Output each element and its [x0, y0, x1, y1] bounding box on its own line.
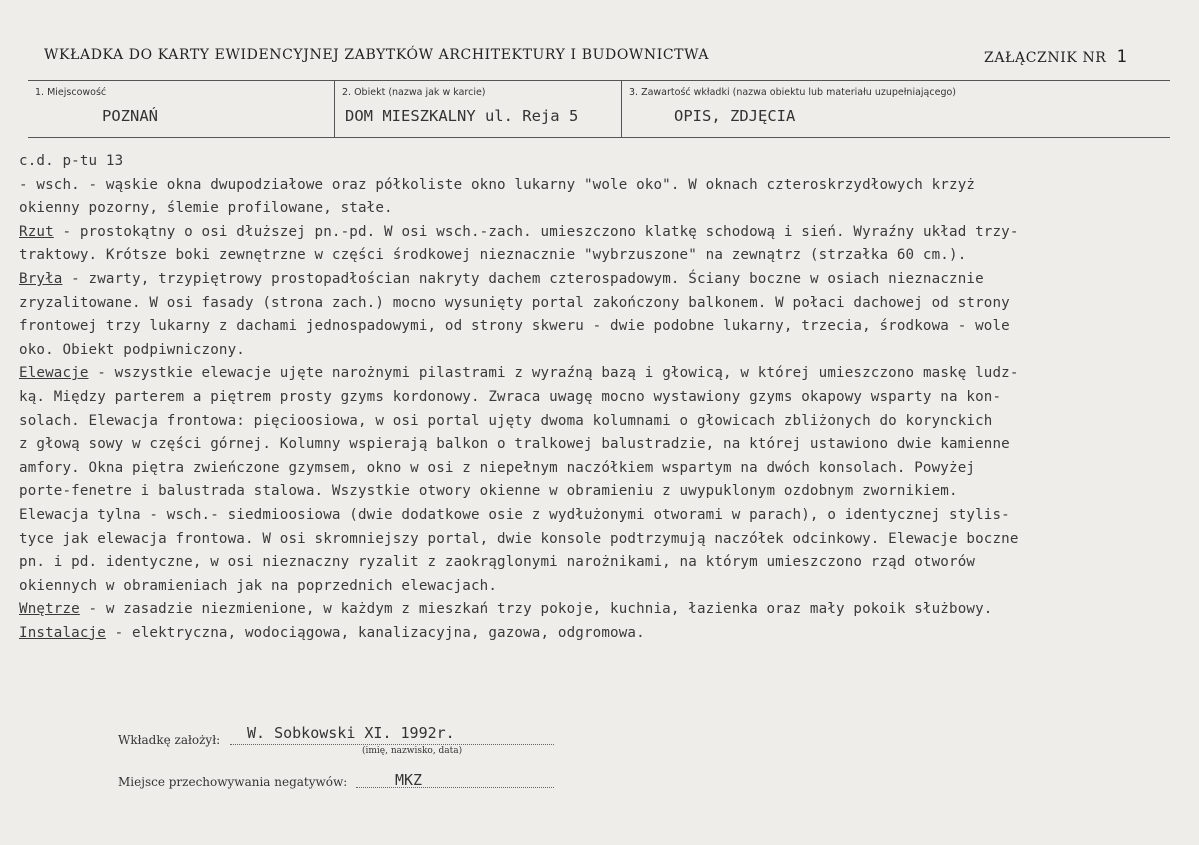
text-line	[19, 598, 1194, 622]
created-by-dotted-line	[230, 744, 554, 745]
text-line: ką. Między parterem a piętrem prosty gzyms kordonowy. Zwraca uwagę mocno wystawiony gzyms okapowy wsparty na kon-	[19, 388, 1002, 405]
locality-label: 1. Miejscowość	[35, 87, 107, 98]
card-title: WKŁADKA DO KARTY EWIDENCYJNEJ ZABYTKÓW ARCHITEKTURY I BUDOWNICTWA	[44, 47, 710, 63]
bottom-rule	[28, 137, 1170, 138]
text-line: okienny pozorny, ślemie profilowane, stałe.	[19, 200, 393, 217]
section-heading-interior: Wnętrze	[19, 601, 80, 618]
annex-label-text: ZAŁĄCZNIK NR	[984, 50, 1107, 66]
text-line: okiennych w obramieniach jak na poprzednich elewacjach.	[19, 577, 498, 594]
section-text: - elektryczna, wodociągowa, kanalizacyjna, gazowa, odgromowa.	[105, 624, 645, 641]
locality-field	[28, 81, 334, 137]
negatives-location-label: Miejsce przechowywania negatywów:	[118, 775, 348, 789]
text-line: zryzalitowane. W osi fasady (strona zach.) mocno wysunięty portal zakończony balkonem. W połaci dachowej od strony	[19, 294, 1010, 311]
section-text: - w zasadzie niezmienione, w każdym z mieszkań trzy pokoje, kuchnia, łazienka oraz mały pokoik służbowy.	[79, 601, 993, 618]
text-line: c.d. p-tu 13	[19, 153, 124, 169]
annex-label	[984, 47, 1127, 67]
text-line: amfory. Okna piętra zwieńczone gzymsem, okno w osi z niepełnym naczółkiem wspartym na dwóch konsolach. Powyżej	[19, 459, 976, 476]
object-label: 2. Obiekt (nazwa jak w karcie)	[342, 87, 486, 98]
section-heading-plan: Rzut	[19, 223, 54, 240]
created-by-hint: (imię, nazwisko, data)	[362, 746, 463, 756]
text-line: tyce jak elewacja frontowa. W osi skromniejszy portal, dwie konsole podtrzymują naczółek odcinkowy. Elewacje boczne	[19, 530, 1019, 547]
text-line	[19, 362, 1194, 386]
created-by-value: W. Sobkowski XI. 1992r.	[247, 724, 455, 742]
text-line: Elewacja tylna - wsch.- siedmioosiowa (dwie dodatkowe osie z wydłużonymi otworami w parach), o identycznej stylis-	[19, 506, 1010, 523]
content-label: 3. Zawartość wkładki (nazwa obiektu lub materiału uzupełniającego)	[629, 87, 956, 98]
locality-value: POZNAŃ	[102, 107, 158, 125]
section-heading-installations: Instalacje	[19, 624, 106, 641]
description-text	[19, 150, 1194, 645]
text-line: porte-fenetre i balustrada stalowa. Wszystkie otwory okienne w obramieniu z uwypuklonym ozdobnym zwornikiem.	[19, 483, 958, 500]
text-line	[19, 268, 1194, 292]
content-value: OPIS, ZDJĘCIA	[674, 107, 796, 125]
text-line: oko. Obiekt podpiwniczony.	[19, 341, 245, 358]
field-boxes	[28, 81, 1170, 137]
annex-number: 1	[1116, 47, 1128, 67]
text-line: pn. i pd. identyczne, w osi nieznaczny ryzalit z zaokrąglonymi narożnikami, na którym umieszczono rząd otworów	[19, 554, 976, 571]
object-value: DOM MIESZKALNY ul. Reja 5	[345, 107, 579, 125]
text-line	[19, 622, 1194, 646]
text-line: - wsch. - wąskie okna dwupodziałowe oraz półkoliste okno lukarny "wole oko". W oknach czteroskrzydłowych krzyż	[19, 176, 976, 193]
negatives-dotted-line	[356, 787, 554, 788]
section-text: - prostokątny o osi dłuższej pn.-pd. W osi wsch.-zach. umieszczono klatkę schodową i sień. Wyraźny układ trzy-	[53, 223, 1019, 240]
text-line	[19, 221, 1194, 245]
section-heading-elevations: Elewacje	[19, 365, 89, 382]
section-text: - zwarty, trzypiętrowy prostopadłościan nakryty dachem czterospadowym. Ściany boczne w osiach nieznacznie	[62, 270, 984, 287]
created-by-label: Wkładkę założył:	[118, 733, 221, 747]
section-heading-massing: Bryła	[19, 270, 63, 287]
section-text: - wszystkie elewacje ujęte narożnymi pilastrami z wyraźną bazą i głowicą, w której umieszczono maskę ludz-	[88, 365, 1019, 382]
content-field	[621, 81, 1171, 137]
text-line: z głową sowy w części górnej. Kolumny wspierają balkon o tralkowej balustradzie, na której ustawiono dwie kamienne	[19, 436, 1010, 453]
text-line: frontowej trzy lukarny z dachami jednospadowymi, od strony skweru - dwie podobne lukarny, trzecia, środkowa - wole	[19, 318, 1010, 335]
text-line: solach. Elewacja frontowa: pięcioosiowa, w osi portal ujęty dwoma kolumnami o głowicach zbliżonych do korynckich	[19, 412, 993, 429]
object-field	[334, 81, 622, 137]
negatives-location-value: MKZ	[395, 771, 423, 789]
text-line: traktowy. Krótsze boki zewnętrzne w części środkowej nieznacznie "wybrzuszone" na zewnątrz (strzałka 60 cm.).	[19, 247, 967, 264]
